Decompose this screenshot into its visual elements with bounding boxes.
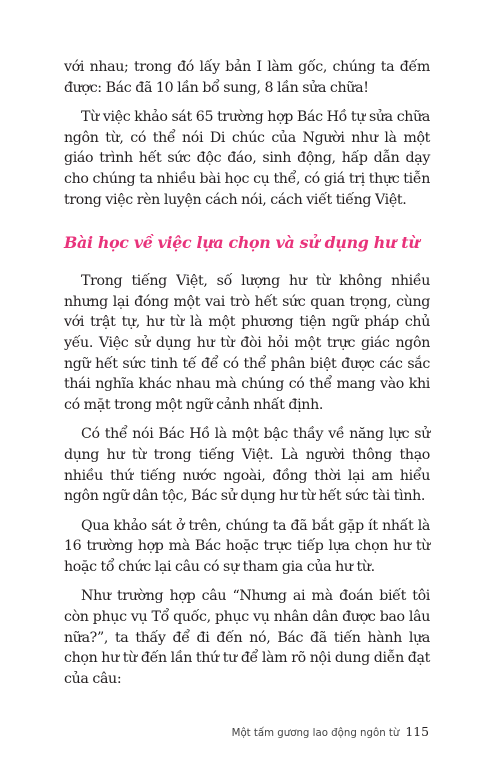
paragraph-master-of-language: Có thể nói Bác Hồ là một bậc thầy về năng lực sử dụng hư từ trong tiếng Việt. Là người thông thạo nhiều thứ tiếng nước ngoài, đồng thời lại am hiểu ngôn ngữ dân tộc, Bác sử dụng hư từ hết sức tài tình. — [64, 426, 430, 505]
paragraph-sixteen-cases: Qua khảo sát ở trên, chúng ta đã bắt gặp ít nhất là 16 trường hợp mà Bác hoặc trực tiếp lựa chọn hư từ hoặc tổ chức lại câu có sự tham gia của hư từ. — [64, 517, 430, 575]
page-footer — [232, 724, 429, 739]
paragraph-survey-summary: Từ việc khảo sát 65 trường hợp Bác Hồ tự sửa chữa ngôn từ, có thể nói Di chúc của Người như là một giáo trình hết sức độc đáo, sinh động, hấp dẫn dạy cho chúng ta nhiều bài học cụ thể, có giá trị thực tiễn trong việc rèn luyện cách nói, cách viết tiếng Việt. — [64, 109, 430, 208]
paragraph-continuation: với nhau; trong đó lấy bản I làm gốc, chúng ta đếm được: Bác đã 10 lần bổ sung, 8 lần sửa chữa! — [64, 59, 430, 96]
paragraph-function-words-intro: Trong tiếng Việt, số lượng hư từ không nhiều nhưng lại đóng một vai trò hết sức quan trọng, cùng với trật tự, hư từ là một phương tiện ngữ pháp chủ yếu. Việc sử dụng hư từ đòi hỏi một trực giác ngôn ngữ hết sức tinh tế để có thể phân biệt được các sắc thái nghĩa khác nhau mà chúng có thể mang vào khi có mặt trong một ngữ cảnh nhất định. — [64, 273, 430, 413]
page-body — [64, 57, 430, 698]
paragraph-example-sentence: Như trường hợp câu “Nhưng ai mà đoán biết tôi còn phục vụ Tổ quốc, phục vụ nhân dân được bao lâu nữa?”, ta thấy để đi đến nó, Bác đã tiến hành lựa chọn hư từ đến lần thứ tư để làm rõ nội dung diễn đạt của câu: — [64, 588, 430, 687]
running-title: Một tấm gương lao động ngôn từ — [231, 728, 400, 739]
section-heading: Bài học về việc lựa chọn và sử dụng hư từ — [64, 233, 420, 253]
page-number: 115 — [405, 724, 429, 739]
